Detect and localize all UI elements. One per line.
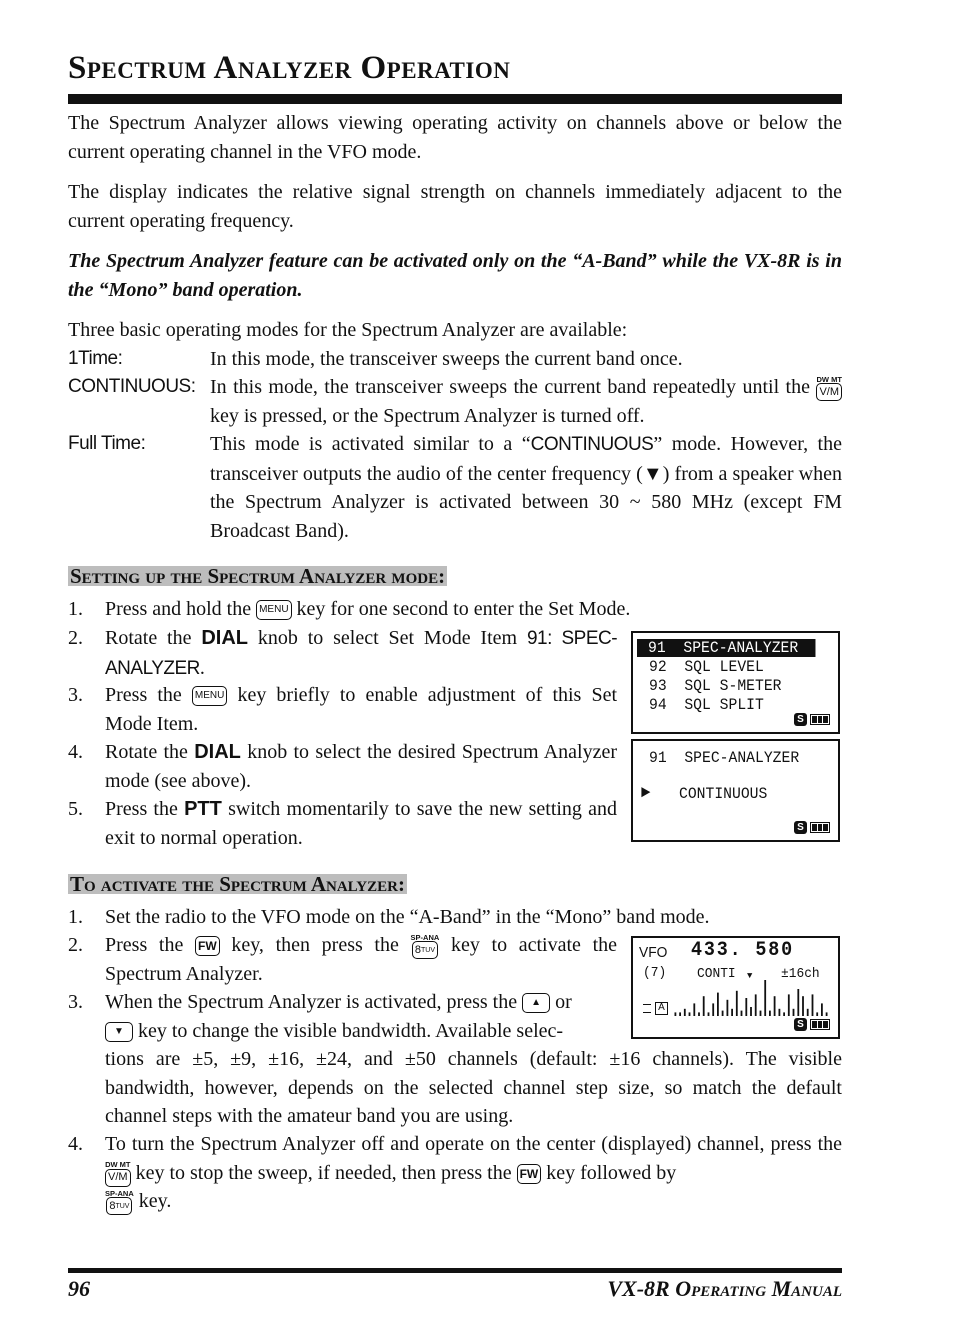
spectrum-bar — [722, 1011, 724, 1016]
vm-key-icon: DW MT V/M — [105, 1161, 131, 1187]
spectrum-bar — [736, 991, 738, 1016]
list-item: 2. Rotate the DIAL knob to select Set Mode Item 91: SPEC-ANALYZER. — [68, 627, 618, 679]
fw-key-icon: FW — [517, 1164, 542, 1184]
list-item: 3. When the Spectrum Analyzer is activated, press the ▲ or ▼ key to change the visible bandwidth. Available selec- tions are ±5, ±9, ±16, ±24, and ±50 channels (default: ±16 channels). The visible bandwidth, however, depends on the selected channel step size, so match the default channel steps with the amateur band you are using. — [68, 991, 842, 1128]
lcd-line: 92 SQL LEVEL — [649, 658, 764, 676]
list-item: 1. Set the radio to the VFO mode on the “A-Band” in the “Mono” band mode. — [68, 906, 710, 928]
memory-label: (7) — [643, 965, 667, 981]
spectrum-bar — [812, 994, 814, 1016]
up-arrow-key-icon: ▲ — [522, 993, 550, 1013]
note-paragraph: The Spectrum Analyzer feature can be activated only on the “A-Band” while the VX-8R is in the “Mono” band operation. — [68, 250, 842, 301]
footer-rule — [68, 1268, 842, 1273]
intro-paragraph-2: The display indicates the relative signal strength on channels immediately adjacent to the current operating frequency. — [68, 181, 842, 232]
spectrum-bar — [755, 994, 757, 1016]
spectrum-bar — [689, 1012, 691, 1016]
s-icon: S — [794, 1018, 807, 1031]
squelch-icon — [643, 1004, 651, 1013]
spectrum-bar — [774, 996, 776, 1016]
spectrum-bar — [821, 1003, 823, 1016]
intro-paragraph-1: The Spectrum Analyzer allows viewing operating activity on channels above or below the current operating channel in the VFO mode. — [68, 112, 842, 163]
list-item: 2. Press the FW key, then press the SP-ANA 8 TUV key to activate the Spectrum Analyzer. — [68, 932, 618, 985]
spectrum-bar — [717, 993, 719, 1016]
list-item: 1. Press and hold the MENU key for one second to enter the Set Mode. — [68, 598, 631, 620]
mode-desc: This mode is activated similar to a “CONTINUOUS” mode. However, the transceiver outputs the audio of the center frequency (▼) from a speaker when the Spectrum Analyzer is activated between 30 ~ 580 MHz (except FM Broadcast Band). — [210, 433, 842, 542]
arrow-icon: ► — [641, 784, 651, 803]
manual-title: VX-8R Operating Manual — [607, 1276, 842, 1301]
list-item: 3. Press the MENU key briefly to enable adjustment of this Set Mode Item. — [68, 684, 618, 735]
list-item: 4. To turn the Spectrum Analyzer off and operate on the center (displayed) channel, press the DW MT V/M key to stop the sweep, if needed, then press the FW key followed by SP-ANA 8 TUV key. — [68, 1130, 842, 1216]
list-item: 5. Press the PTT switch momentarily to save the new setting and exit to normal operation. — [68, 798, 618, 849]
mode-desc: In this mode, the transceiver sweeps the current band repeatedly until the DW MT V/M key is pressed, or the Spectrum Analyzer is turned off. — [210, 374, 842, 427]
battery-icon — [794, 821, 830, 834]
lcd-value: CONTINUOUS — [679, 785, 768, 803]
spectrum-bar — [741, 1011, 743, 1016]
mode-row-fulltime: Full Time: This mode is activated similar to a “CONTINUOUS” mode. However, the transceiver outputs the audio of the center frequency (▼) from a speaker when the Spectrum Analyzer is activated between 30 ~ 580 MHz (except FM Broadcast Band). — [68, 430, 842, 544]
lcd-spectrum-display — [631, 936, 840, 1039]
section-heading-setup: Setting up the Spectrum Analyzer mode: — [70, 564, 446, 588]
s-icon: S — [794, 713, 807, 726]
spectrum-bar — [788, 994, 790, 1016]
triangle-down-icon: ▼ — [747, 971, 753, 981]
lcd-selected-line: 91 SPEC-ANALYZER — [637, 639, 815, 657]
spectrum-bar — [698, 1012, 700, 1016]
mode-row-continuous: CONTINUOUS: In this mode, the transceiver sweeps the current band repeatedly until the DW MT V/M key is pressed, or the Spectrum Analyzer is turned off. — [68, 373, 842, 431]
spectrum-bar — [797, 989, 799, 1016]
lcd-title: 91 SPEC-ANALYZER — [649, 749, 800, 767]
spectrum-bar — [693, 1003, 695, 1016]
spectrum-bar — [826, 1012, 828, 1016]
section-heading-activate: To activate the Spectrum Analyzer: — [70, 872, 405, 896]
spectrum-bar — [703, 996, 705, 1016]
sp-ana-key-icon: SP-ANA 8 TUV — [411, 934, 440, 960]
spectrum-bar — [679, 1012, 681, 1016]
spectrum-bar — [764, 980, 766, 1016]
page-title: Spectrum Analyzer Operation — [68, 50, 511, 86]
band-a-icon: A — [655, 1002, 668, 1015]
mode-row-1time: 1Time: In this mode, the transceiver sweeps the current band once. — [68, 345, 842, 373]
list-item: 4. Rotate the DIAL knob to select the desired Spectrum Analyzer mode (see above). — [68, 741, 618, 792]
spectrum-bar — [802, 996, 804, 1016]
sp-ana-key-icon: SP-ANA 8 TUV — [105, 1190, 134, 1216]
vm-key-icon: DW MT V/M — [816, 376, 842, 402]
title-rule — [68, 94, 842, 104]
menu-key-icon: MENU — [192, 686, 227, 706]
spectrum-bar — [745, 998, 747, 1016]
range-label: ±16ch — [781, 966, 820, 982]
spectrum-bars — [673, 978, 829, 1016]
vfo-label: VFO — [639, 944, 668, 961]
spectrum-bar — [783, 1012, 785, 1016]
down-arrow-key-icon: ▼ — [105, 1022, 133, 1042]
menu-key-icon: MENU — [256, 600, 291, 620]
spectrum-bar — [750, 1007, 752, 1016]
spectrum-bar — [727, 1000, 729, 1016]
spectrum-bar — [769, 1011, 771, 1016]
mode-name: CONTINUOUS — [68, 376, 191, 397]
frequency-readout: 433. 580 — [691, 939, 795, 962]
mode-label: CONTI — [697, 966, 736, 982]
spectrum-bar — [675, 1012, 677, 1016]
lcd-line: 94 SQL SPLIT — [649, 696, 764, 714]
page-number: 96 — [68, 1276, 90, 1301]
spectrum-bar — [708, 1012, 710, 1016]
spectrum-bar — [807, 1009, 809, 1016]
spectrum-bar — [731, 1009, 733, 1016]
battery-icon — [794, 1018, 830, 1031]
fw-key-icon: FW — [195, 936, 220, 956]
spectrum-bar — [816, 1012, 818, 1016]
lcd-set-mode-value — [631, 739, 840, 842]
spectrum-bar — [684, 1009, 686, 1016]
lcd-line: 93 SQL S-METER — [649, 677, 782, 695]
spectrum-bar — [712, 1003, 714, 1016]
mode-name: Full Time — [68, 433, 141, 454]
s-icon: S — [794, 821, 807, 834]
mode-desc: In this mode, the transceiver sweeps the current band once. — [210, 348, 683, 370]
spectrum-bar — [793, 1009, 795, 1016]
modes-intro: Three basic operating modes for the Spectrum Analyzer are available: — [68, 319, 628, 341]
spectrum-bar — [760, 1011, 762, 1016]
lcd-set-mode-list — [631, 631, 840, 734]
mode-name: 1Time — [68, 348, 118, 369]
spectrum-bar — [779, 1009, 781, 1016]
battery-icon — [794, 713, 830, 726]
